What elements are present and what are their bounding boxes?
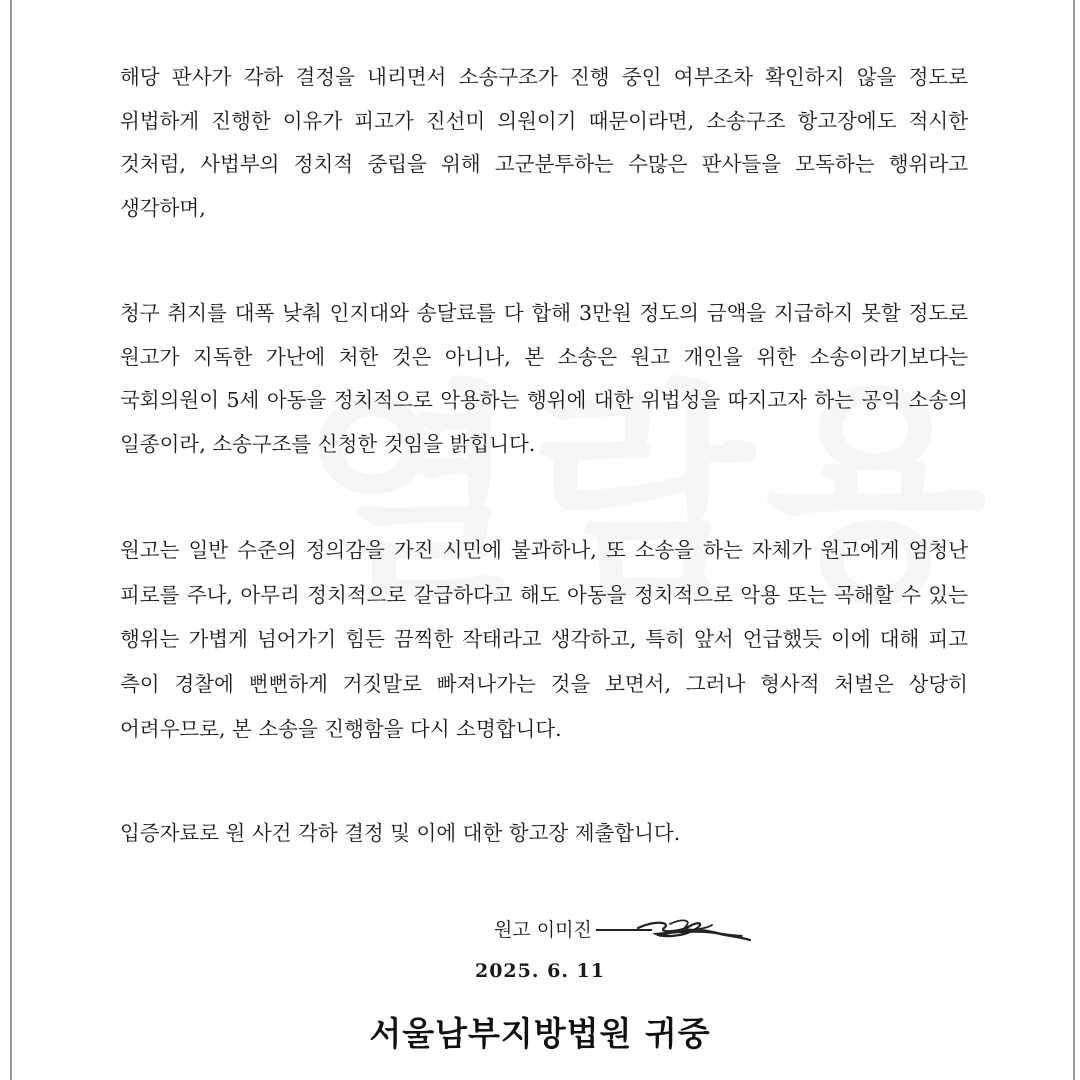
left-page-edge: [0, 0, 12, 1080]
paragraph-4: 입증자료로 원 사건 각하 결정 및 이에 대한 항고장 제출합니다.: [120, 821, 681, 845]
paragraph-2: 청구 취지를 대폭 낮춰 인지대와 송달료를 다 합해 3만원 정도의 금액을 지급하지 못할 정도로 원고가 지독한 가난에 처한 것은 아니나, 본 소송은 원고 개인을 위한 소송이라기보다는 국회의원이 5세 아동을 정치적으로 악용하는 행위에 대한 위법성을 따지고자 하는 공익 소송의 일종이라, 소송구조를 신청한 것임을 밝힙니다.: [120, 301, 968, 457]
right-page-edge: [1073, 0, 1080, 1080]
document-date: 2025. 6. 11: [474, 960, 605, 982]
court-addressee: 서울남부지방법원 귀중: [369, 1014, 711, 1053]
handwritten-signature: [594, 908, 754, 948]
paragraph-3: 원고는 일반 수준의 정의감을 가진 시민에 불과하나, 또 소송을 하는 자체가 원고에게 엄청난 피로를 주나, 아무리 정치적으로 갈급하다고 해도 아동을 정치적으로 악용 또는 곡해할 수 있는 행위는 가볍게 넘어가기 힘든 끔찍한 작태라고 생각하고, 특히 앞서 언급했듯 이에 대해 피고 측이 경찰에 뻔뻔하게 거짓말로 빠져나가는 것을 보면서, 그러나 형사적 처벌은 상당히 어려우므로, 본 소송을 진행함을 다시 소명합니다.: [120, 538, 968, 741]
signature-block: [494, 908, 754, 948]
paragraph-1: 해당 판사가 각하 결정을 내리면서 소송구조가 진행 중인 여부조차 확인하지 않을 정도로 위법하게 진행한 이유가 피고가 진선미 의원이기 때문이라면, 소송구조 항고장에도 적시한 것처럼, 사법부의 정치적 중립을 위해 고군분투하는 수많은 판사들을 모독하는 행위라고 생각하며,: [120, 65, 968, 221]
signer-name: 원고 이미진: [494, 918, 592, 941]
